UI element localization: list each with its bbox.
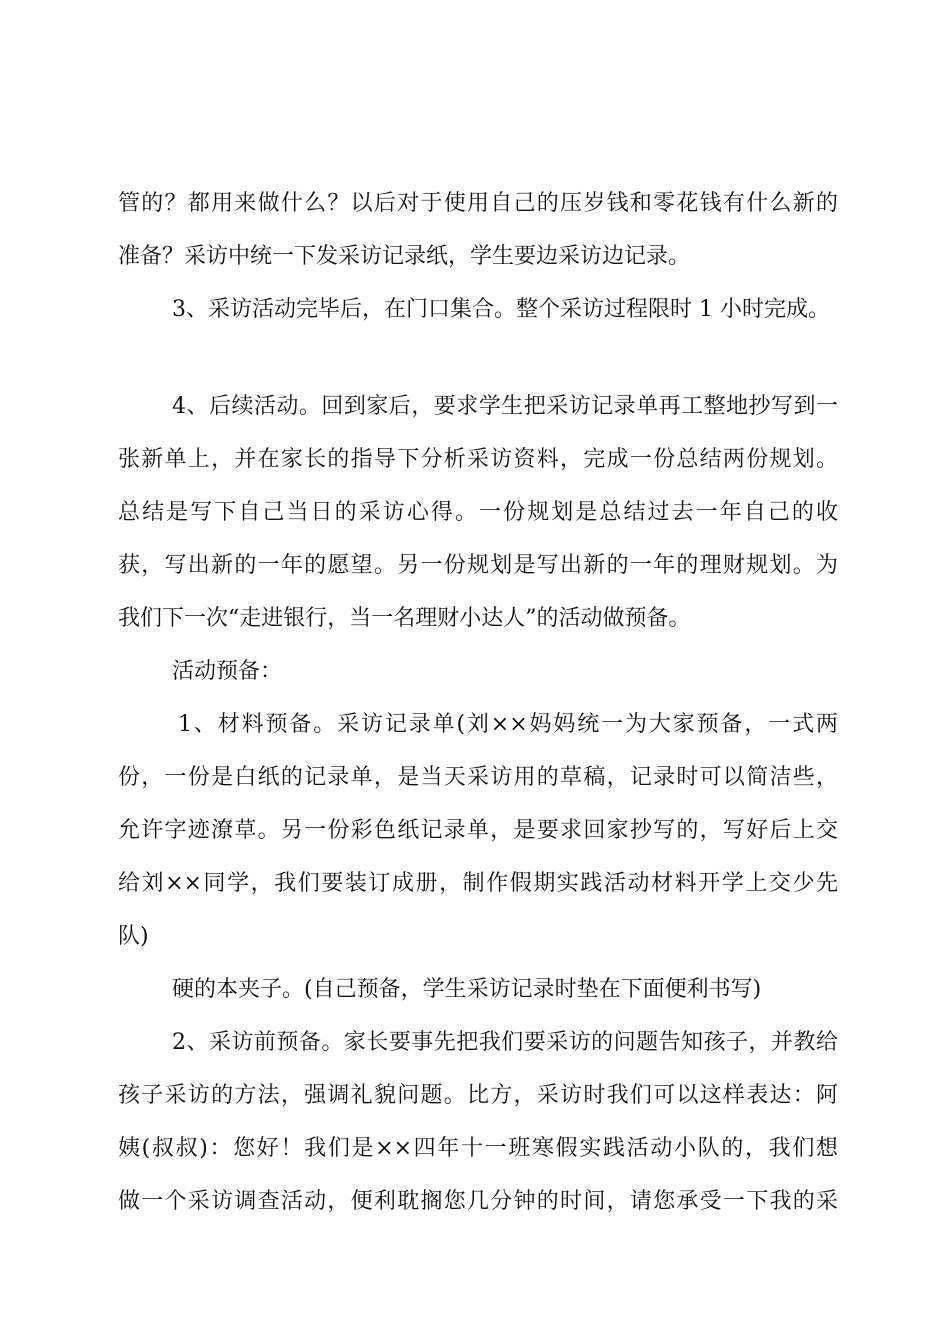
section-heading: 活动预备： <box>172 659 283 684</box>
paragraph-line: 允许字迹潦草。另一份彩色纸记录单，是要求回家抄写的，写好后上交 <box>118 818 838 843</box>
paragraph-line: 姨(叔叔)：您好！我们是××四年十一班寒假实践活动小队的，我们想 <box>118 1136 838 1161</box>
paragraph-line: 队) <box>118 924 149 949</box>
paragraph-line: 孩子采访的方法，强调礼貌问题。比方，采访时我们可以这样表达：阿 <box>118 1083 838 1108</box>
paragraph-line: 我们下一次“走进银行，当一名理财小达人”的活动做预备。 <box>118 606 691 631</box>
paragraph-line: 准备？采访中统一下发采访记录纸，学生要边采访边记录。 <box>118 244 691 269</box>
paragraph-line: 做一个采访调查活动，便利耽搁您几分钟的时间，请您承受一下我的采 <box>118 1189 838 1214</box>
paragraph-line: 管的？都用来做什么？以后对于使用自己的压岁钱和零花钱有什么新的 <box>118 191 838 216</box>
paragraph-line: 2、采访前预备。家长要事先把我们要采访的问题告知孩子，并教给 <box>172 1030 838 1055</box>
paragraph-line: 获，写出新的一年的愿望。另一份规划是写出新的一年的理财规划。为 <box>118 553 838 578</box>
paragraph-line: 硬的本夹子。(自己预备，学生采访记录时垫在下面便利书写) <box>172 977 762 1002</box>
paragraph-line: 总结是写下自己当日的采访心得。一份规划是总结过去一年自己的收 <box>118 500 838 525</box>
paragraph-line: 张新单上，并在家长的指导下分析采访资料，完成一份总结两份规划。 <box>118 447 838 472</box>
paragraph-line: 份，一份是白纸的记录单，是当天采访用的草稿，记录时可以简洁些， <box>118 765 838 790</box>
paragraph-line: 给刘××同学，我们要装订成册，制作假期实践活动材料开学上交少先 <box>118 871 838 896</box>
paragraph-line: 3、采访活动完毕后，在门口集合。整个采访过程限时 1 小时完成。 <box>172 297 830 322</box>
paragraph-line: 1、材料预备。采访记录单(刘××妈妈统一为大家预备，一式两 <box>178 712 838 737</box>
paragraph-line: 4、后续活动。回到家后，要求学生把采访记录单再工整地抄写到一 <box>172 394 838 419</box>
